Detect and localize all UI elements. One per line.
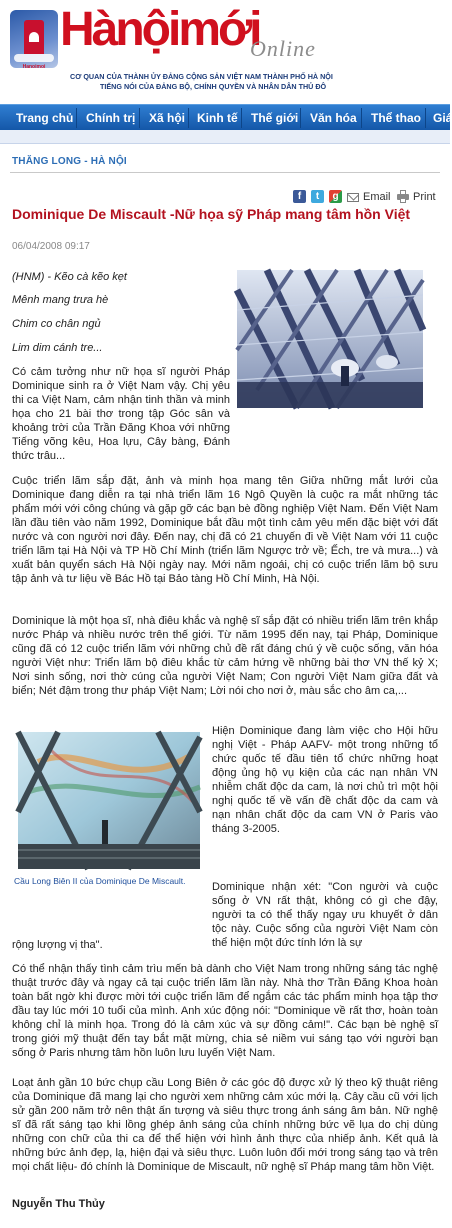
- print-icon[interactable]: [397, 190, 409, 202]
- nav-separator: [188, 108, 189, 128]
- article-paragraph: Dominique nhận xét: "Con người và cuộc sống ở VN rất thật, không có gì che đậy, người ta có thể thấy ngay ưu khuyết ở dân tộc này. Cuộc sống của người Việt Nam còn thể hiện một đức tính lớn là sự: [212, 881, 438, 949]
- nav-separator: [139, 108, 140, 128]
- article-paragraph: Cuộc triển lãm sắp đặt, ảnh và minh họa mang tên Giữa những mắt lưới của Dominique đang diễn ra tại nhà triển lãm 16 Ngô Quyền là cuộc ra mắt những tác phẩm mới với công chúng và gặp gỡ các bạn bè đồng nghiệp Việt Nam. Đến Việt Nam lần đầu tiên vào năm 1992, Dominique bắt đầu một tình cảm yêu mến đặc biệt với đất nước và con người nơi đây. Đến nay, chị đã có 21 chuyến đi về Việt Nam với 11 cuộc triển lãm tại Hà Nội và TP Hồ Chí Minh (triển lãm Ngược trở về; Ếch, tre và mưa...) và xuất bản quyển sách Hà Nội ngày nay. Mới năm ngoái, chị có cuộc triển lãm bộ sưu tập ảnh và tư liệu về Bác Hồ tại Bảo tàng Hồ Chí Minh, Hà Nội.: [12, 475, 438, 585]
- nav-separator: [425, 108, 426, 128]
- article-paragraph-continued: rộng lượng vị tha".: [12, 939, 103, 951]
- article-title: Dominique De Miscault -Nữ họa sỹ Pháp mang tâm hồn Việt: [12, 206, 411, 222]
- poem-line: Chim co chân ngủ: [12, 318, 101, 330]
- badge-text: Hanoimoi: [22, 64, 46, 70]
- nav-item-trang-chu[interactable]: Trang chủ: [16, 111, 74, 125]
- article-paragraph: Hiện Dominique đang làm việc cho Hội hữu nghị Việt - Pháp AAFV- một trong những tổ chức quốc tế đầu tiên tổ chức những hoạt động ủng hộ vụ kiện của các nạn nhân VN nhiễm chất độc da cam, là nơi chủ trì một hội nghị quốc tế về vấn đề chất độc da cam và nạn nhân chất độc da cam VN ở Paris vào tháng 3-2005.: [212, 725, 438, 835]
- poem-line: Mênh mang trưa hè: [12, 294, 109, 306]
- breadcrumb[interactable]: THĂNG LONG - HÀ NỘI: [12, 156, 127, 167]
- org-line-1: CƠ QUAN CỦA THÀNH ỦY ĐẢNG CỘNG SẢN VIỆT NAM THÀNH PHỐ HÀ NỘI: [70, 72, 333, 81]
- nav-separator: [76, 108, 77, 128]
- nav-item-chinh-tri[interactable]: Chính trị: [86, 111, 136, 125]
- article-paragraph: Có cảm tưởng như nữ họa sĩ người Pháp Dominique sinh ra ở Việt Nam vậy. Chị yêu thi ca Việt Nam, cảm nhận tinh thần và minh họa cho 21 bài thơ trong tập Góc sân và khoảng trời của Trần Đăng Khoa với những Tiếng võng kêu, Hoa lựu, Cây bàng, Đánh thức trâu...: [12, 366, 230, 462]
- print-link[interactable]: Print: [413, 191, 436, 203]
- article-date: 06/04/2008 09:17: [12, 241, 90, 252]
- nav-separator: [300, 108, 301, 128]
- photo-caption: Cầu Long Biên II của Dominique De Miscault.: [14, 876, 186, 886]
- org-line-2: TIẾNG NÓI CỦA ĐẢNG BỘ, CHÍNH QUYỀN VÀ NHÂN DÂN THỦ ĐÔ: [100, 82, 327, 91]
- article-paragraph: Loạt ảnh gần 10 bức chụp cầu Long Biên ở các góc độ được xử lý theo kỹ thuật riêng của Dominique đã mang lại cho người xem những cảm xúc mới lạ. Cây cầu cũ với lịch sử gần 200 năm trở nên thật ấn tượng và siêu thực trong ánh sáng âm bản. Nữ nghệ sĩ đã rất sáng tạo khi lồng ghép ảnh sáng của chính những bức vẽ lụa do chị dùng những con chữ của thi ca để thể hiện với hình ảnh thực của nhiếp ảnh. Kết quả là những bức ảnh đẹp, lạ, hiện đại và siêu thực. Luôn luôn đổi mới trong sáng tạo và trên mọi chất liệu- đó chính là Dominique de Miscault, nữ nghệ sĩ Pháp mang tâm hồn Việt.: [12, 1077, 438, 1173]
- main-nav: [0, 104, 450, 130]
- article-photo-long-bien-bridge: [18, 732, 200, 869]
- article-author: Nguyễn Thu Thủy: [12, 1198, 105, 1210]
- facebook-share-icon[interactable]: f: [293, 190, 306, 203]
- email-link[interactable]: Email: [363, 191, 391, 203]
- site-logo-title[interactable]: Hànộimới: [60, 3, 260, 56]
- sub-nav-bar: [0, 130, 450, 144]
- twitter-share-icon[interactable]: t: [311, 190, 324, 203]
- article-paragraph: Có thể nhận thấy tình cảm trìu mến bà dành cho Việt Nam trong những sáng tác nghệ thuật trước đây và ngay cả tại cuộc triển lãm lần này. Nhà thơ Trần Đăng Khoa hoàn toàn bất ngờ khi được mời tới cuộc triển lãm để ngắm các tác phẩm minh họa tập thơ đầu tay lúc mới 10 tuổi của mình. Anh xúc động nói: "Dominique về rất thơ, hoàn toàn không chỉ là minh họa. Trong đó là cảm xúc và sự đồng cảm!". Các bạn bè nghệ sĩ trong giới mỹ thuật đến tay bắt mặt mừng, chia sẻ niềm vui sáng tạo với người bạn sống ở Paris nhưng tâm hồn luôn lưu luyến Việt Nam.: [12, 963, 438, 1059]
- poem-line: Lim dim cánh tre...: [12, 342, 103, 354]
- poem-line: (HNM) - Kẽo cà kẽo kẹt: [12, 271, 127, 283]
- nav-item-kinh-te[interactable]: Kinh tế: [197, 111, 238, 125]
- nav-item-the-gioi[interactable]: Thế giới: [251, 111, 299, 125]
- nav-separator: [361, 108, 362, 128]
- site-logo-online[interactable]: Online: [250, 36, 316, 61]
- email-icon[interactable]: [347, 193, 359, 202]
- article-paragraph: Dominique là một họa sĩ, nhà điêu khắc và nghệ sĩ sắp đặt có nhiều triển lãm trên khắp nước Pháp và nhiều nước trên thế giới. Từ năm 1995 đến nay, tại Pháp, Dominique cũng đã có 12 cuộc triển lãm với những chủ đề rất đáng chú ý về cuộc sống, văn hóa người Việt như: Triển lãm bộ điêu khắc từ cảm hứng về những bài thơ VN thế kỷ X; Nơi sinh sống, nơi thờ cúng của người Việt Nam; Con người Việt Nam giữa đất và biển; Nét đậm trong thư pháp Việt Nam; Lời nói cho nơi ở, màu sắc cho âm ca,...: [12, 615, 438, 697]
- nav-item-van-hoa[interactable]: Văn hóa: [310, 111, 357, 125]
- hanoi-tower-logo-icon[interactable]: [10, 10, 58, 68]
- breadcrumb-divider: [10, 172, 440, 173]
- article-photo-bridge-girders: [237, 270, 423, 408]
- nav-item-gia[interactable]: Giá: [433, 111, 452, 125]
- site-header: [0, 0, 450, 100]
- google-share-icon[interactable]: g: [329, 190, 342, 203]
- nav-item-xa-hoi[interactable]: Xã hội: [149, 111, 186, 125]
- nav-separator: [241, 108, 242, 128]
- nav-item-the-thao[interactable]: Thể thao: [371, 111, 421, 125]
